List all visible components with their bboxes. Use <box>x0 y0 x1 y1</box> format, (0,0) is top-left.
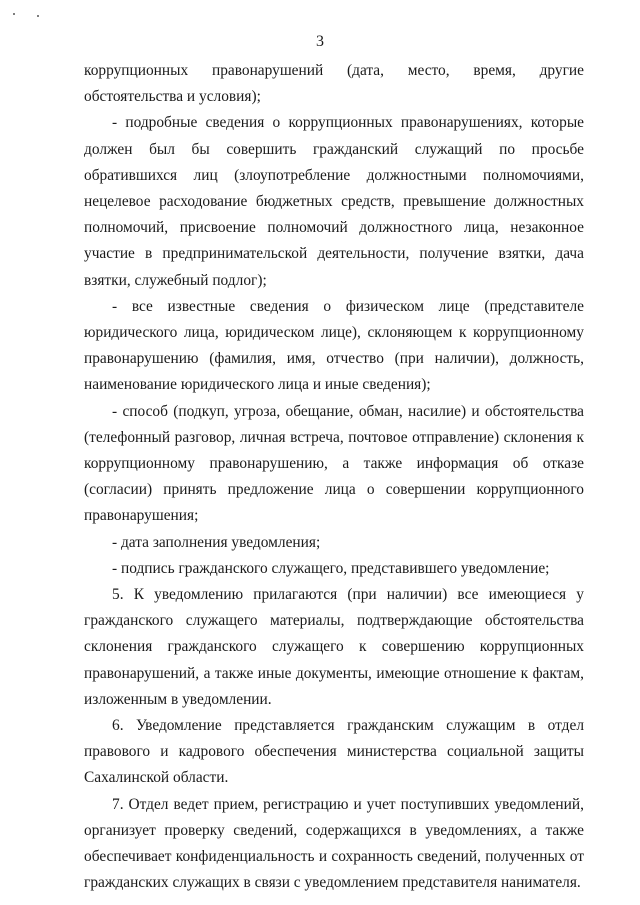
paragraph-item-5: 5. К уведомлению прилагаются (при наличии) все имеющиеся у гражданского служащего материалы, подтверждающие обстоятельства склонения гражданского служащего к совершению коррупционных правонарушений, а также иные документы, имеющие отношение к фактам, изложенным в уведомлении. <box>84 586 584 708</box>
scan-speck <box>13 13 15 15</box>
paragraph-item-6: 6. Уведомление представляется гражданским служащим в отдел правового и кадрового обеспечения министерства социальной защиты Сахалинской области. <box>84 717 584 787</box>
paragraph-signature: - подпись гражданского служащего, представившего уведомление; <box>112 559 550 577</box>
paragraph-continuation: коррупционных правонарушений (дата, место, время, другие обстоятельства и условия); <box>84 62 584 106</box>
paragraph-fill-date: - дата заполнения уведомления; <box>112 533 321 551</box>
document-body <box>84 58 584 897</box>
scan-speck <box>37 15 39 17</box>
paragraph-item-7: 7. Отдел ведет прием, регистрацию и учет поступивших уведомлений, организует проверку сведений, содержащихся в уведомлениях, а также обеспечивает конфиденциальность и сохранность сведений, полученных от гражданских служащих в связи с уведомлением представителя нанимателя. <box>84 795 584 892</box>
paragraph-method: - способ (подкуп, угроза, обещание, обман, насилие) и обстоятельства (телефонный разговор, личная встреча, почтовое отправление) склонения к коррупционному правонарушению, а также информация об отказе (согласии) принять предложение лица о совершении коррупционного правонарушения; <box>84 402 584 525</box>
paragraph-person-info: - все известные сведения о физическом лице (представителе юридического лица, юридическом лице), склоняющем к коррупционному правонарушению (фамилия, имя, отчество (при наличии), должность, наименование юридического лица и иные сведения); <box>84 297 584 394</box>
page-number: 3 <box>316 33 324 50</box>
paragraph-violation-details: - подробные сведения о коррупционных правонарушениях, которые должен был бы совершить гражданский служащий по просьбе обратившихся лиц (злоупотребление должностными полномочиями, нецелевое расходование бюджетных средств, превышение должностных полномочий, присвоение полномочий должностного лица, незаконное участие в предпринимательской деятельности, получение взятки, дача взятки, служебный подлог); <box>84 114 584 289</box>
